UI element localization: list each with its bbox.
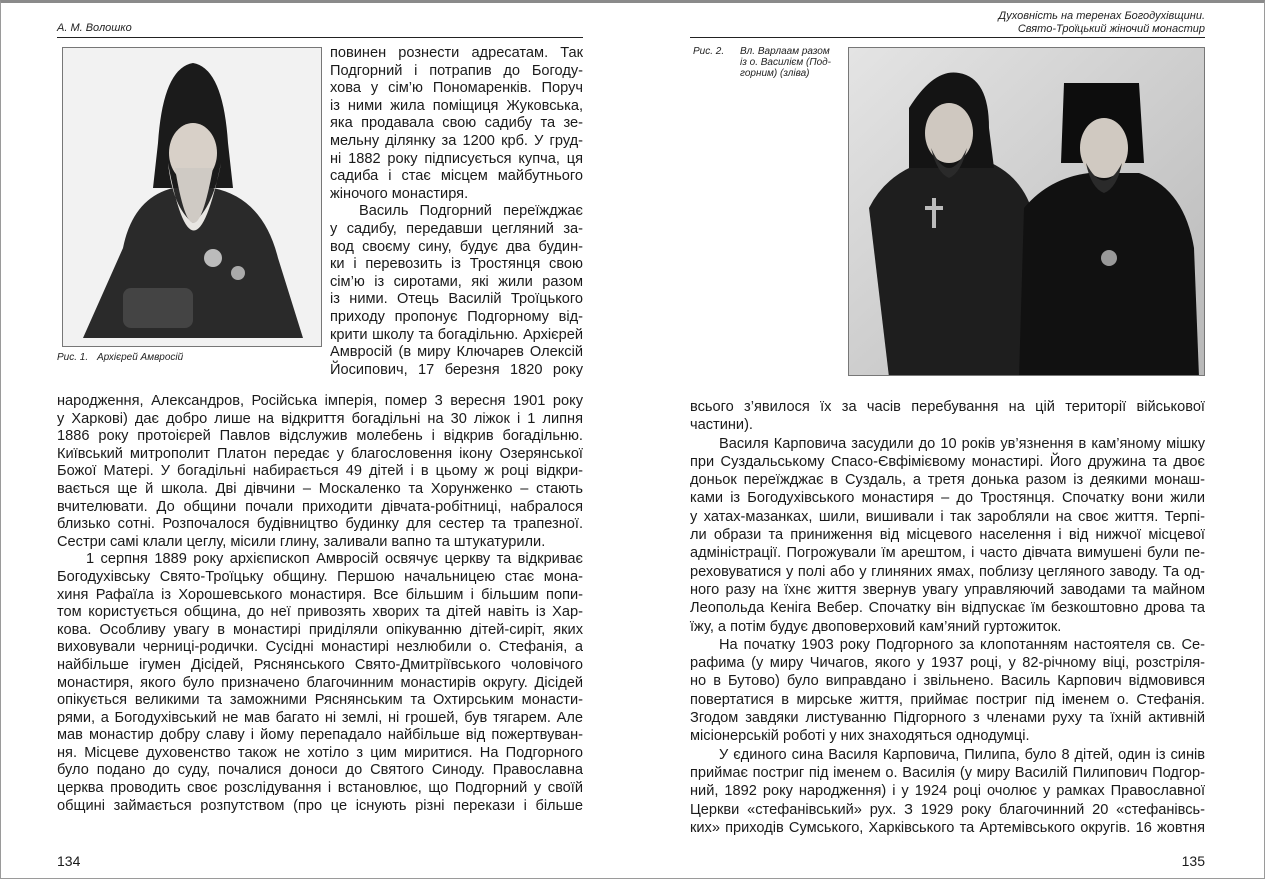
page-number-left: 134 [57, 853, 81, 869]
text-line: Леопольда Кеніга Вебер. Спочатку він відпускає їм безкоштовно дрова та [690, 600, 1205, 617]
text-line: їжу, а потім будує двоповерховий кам’яний гуртожиток. [690, 618, 1062, 635]
text-line: у Харкові) дає добро лише на відкриття богадільні на 30 ліжок і 1 липня [57, 410, 583, 427]
figure-2-caption-line: горним) (зліва) [740, 68, 810, 79]
text-line: садиба і стає місцем майбутнього [330, 168, 583, 185]
figure-2-caption [740, 46, 831, 79]
text-line: У єдиного сина Василя Карповича, Пилипа, було 8 дітей, один із синів [719, 746, 1205, 763]
text-line: хова у сім’ю Пономаренків. Поруч [330, 80, 583, 97]
text-line: Київський митрополит Платон передає у благословення ікону Озерянської [57, 445, 583, 462]
text-line: виховували черниці-родички. Сусідні монастирі незлюбили о. Стефанія, а [57, 639, 583, 656]
text-line: церква проводить своє розслідування і встановлює, що Подгорний у своїй [57, 780, 583, 797]
text-line: ками із Богодухівського монастиря – до Тростянця. Спочатку вони жили [690, 490, 1205, 507]
text-line: ний, 1892 року народження) і у 1924 році очолює у рамках Православної [690, 783, 1205, 800]
text-line: Згодом завдяки листуванню Підгорного з членами руху та їхній активній [690, 710, 1205, 727]
text-line: було подано до суду, почалися доноси до Святого Синоду. Православна [57, 762, 583, 779]
figure-1-label: Рис. 1. [57, 352, 89, 363]
text-line: рями, а Богодухівський не мав багато ні землі, ні грошей, був тягарем. Але [57, 709, 583, 726]
text-line: доньок переїжджає в Суздаль, а третя донька разом із деякими монаш- [690, 472, 1205, 489]
text-line: Божої Матері. У богадільні набирається 49 дітей і в цьому ж році відкри- [57, 463, 583, 480]
text-line: у хатах-мазанках, шили, вишивали і так заробляли на своє життя. Терпі- [690, 508, 1205, 525]
text-line: том користується община, до неї привозять хворих та дітей навіть із Хар- [57, 604, 583, 621]
text-line: адміністрації. Погрожували їм арештом, і часто дівчата вимушені були пе- [690, 545, 1205, 562]
text-line: місіонерській роботі у них знаходяться однодумці. [690, 728, 1030, 745]
figure-1-photo [62, 47, 322, 347]
text-line: 1 серпня 1889 року архієпископ Амвросій освячує церкву та відкриває [86, 551, 583, 568]
text-line: частини). [690, 417, 753, 434]
text-line: Церкви «стефанівський» рух. З 1929 року благочинний 20 «стефанівсь- [690, 801, 1205, 818]
text-line: вчителювати. До общини почали приходити дівчата-робітниці, набралося [57, 498, 583, 515]
text-line: ких» приходів Сумського, Харківського та Артемівського округів. 16 жовтня [690, 819, 1205, 836]
text-line: рафима (у миру Чичагов, якого у 1937 році, у 82-річному віці, розстріля- [690, 655, 1205, 672]
text-line: Амвросій (в миру Ключарев Олексій [330, 344, 583, 361]
text-line: Василя Карповича засудили до 10 років ув’язнення в кам’яному мішку [719, 435, 1205, 452]
text-line: із ними. Отець Василій Троїцького [330, 291, 583, 308]
figure-2-label: Рис. 2. [693, 46, 725, 57]
running-head-author: А. М. Волошко [57, 22, 132, 34]
text-line: приходу пропонує Подгорному від- [330, 308, 583, 325]
text-line: мав монастир добру славу і йому перепадало найбільше від пожертвуван- [57, 727, 583, 744]
text-line: ли образи та приниження від місцевого населення і від нижчої місцевої [690, 527, 1205, 544]
text-line: крити школу та богадільню. Архієрей [330, 326, 583, 343]
text-line: із ними жила поміщиця Жуковська, [330, 97, 583, 114]
text-line: мельну ділянку за 1200 крб. У груд- [330, 132, 583, 149]
text-line: ки і перевозить із Тростянця свою [330, 256, 583, 273]
page-number-right: 135 [1181, 853, 1205, 869]
archbishop-portrait-image [63, 48, 322, 347]
left-narrow-column [330, 45, 583, 379]
text-line: у садибу, передавши цегляний за- [330, 220, 583, 237]
text-line: вається ще й школа. Дві дівчини – Москаленко та Хорунженко – стають [57, 480, 583, 497]
header-rule [690, 37, 1205, 38]
figure-2-caption-line: Вл. Варлаам разом [740, 46, 830, 57]
text-line: монастиря, якого було призначено благочинним монастирів округу. Дісідей [57, 674, 583, 691]
text-line: опікується великими та заможними Ряснянським та Охтирським монасти- [57, 692, 583, 709]
text-line: ні 1882 року підписується купча, ця [330, 150, 583, 167]
text-line: кова. Особливу увагу в монастирі приділяли опікуванню дітей-сиріт, яких [57, 621, 583, 638]
text-line: ного разу на їхнє життя звернув увагу управляючий заводами та майном [690, 581, 1205, 598]
text-line: реховуватися у полі або у глиняних ямах, поблизу цегляного заводу. Та од- [690, 563, 1205, 580]
text-line: Сестри самі клали цеглу, місили глину, заливали вапно та штукатурили. [57, 533, 546, 550]
text-line: жіночого монастиря. [330, 185, 469, 202]
text-line: вод своєму сину, будує два будин- [330, 238, 583, 255]
figure-1-caption: Архієрей Амвросій [97, 352, 184, 363]
text-line: но в Бутово) було виправдано і звільнено. Василь Карпович відмовився [690, 673, 1205, 690]
text-line: На початку 1903 року Подгорного за клопотанням настоятеля св. Се- [719, 636, 1205, 653]
text-line: всього з’явилося їх за часів перебування на цій території військової [690, 399, 1205, 415]
left-body-text [57, 393, 583, 815]
text-line: сім’ю із сиротами, які жили разом [330, 273, 583, 290]
text-line: при Суздальському Спасо-Євфімієвому монастирі. Його дружина та двоє [690, 453, 1205, 470]
running-head-line-2: Свято-Троїцький жіночий монастир [1017, 23, 1205, 35]
text-line: ня. Місцеве духовенство також не хотіло з цим миритися. На Подгорного [57, 744, 583, 761]
running-head-title [998, 10, 1205, 36]
text-line: найбільше ігумен Дісідей, Ряснянського Свято-Дмитріївського чоловічого [57, 656, 583, 673]
header-rule [57, 37, 583, 38]
text-line: Йосипович, 17 березня 1820 року [330, 361, 583, 378]
text-line: 1886 року протоієрей Павлов відслужив молебень і відкрив богадільню. [57, 428, 583, 445]
text-line: Подгорний і потрапив до Богоду- [330, 62, 583, 79]
text-line: общині займається розпутством (про це існують різні перекази і більше [57, 797, 583, 814]
running-head-line-1: Духовність на теренах Богодухівщини. [998, 10, 1205, 22]
text-line: Василь Подгорний переїжджає [359, 203, 583, 220]
text-line: повинен рознести адресатам. Так [330, 45, 583, 61]
text-line: яка продавала свою садибу та зе- [330, 115, 583, 132]
figure-2-caption-line: із о. Василієм (Под- [740, 57, 832, 68]
figure-2-photo [848, 47, 1205, 376]
text-line: хиня Рафаїла із Хорошевського монастиря. Все більшим і більшим попи- [57, 586, 583, 603]
two-monks-photo-image [849, 48, 1205, 376]
text-line: близько сотні. Розпочалося будівництво будинку для сестер та трапезної. [57, 516, 583, 533]
right-body-text [690, 398, 1205, 837]
text-line: Богодухівську Свято-Троїцьку общину. Першою начальницею стає мона- [57, 568, 583, 585]
text-line: повертатися в мирське життя, приймає постриг під іменем о. Стефанія. [690, 691, 1205, 708]
text-line: приймає постриг під іменем о. Василія (у миру Василій Пилипович Подгор- [690, 764, 1205, 781]
text-line: народження, Александров, Російська імперія, помер 3 вересня 1901 року [57, 393, 583, 409]
